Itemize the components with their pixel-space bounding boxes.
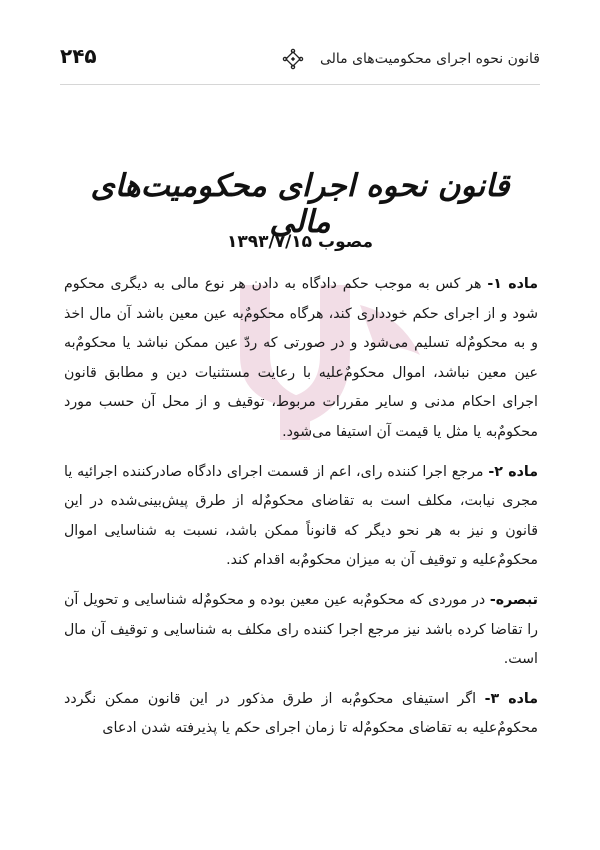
- header-divider: [60, 84, 540, 85]
- article-text: مرجع اجرا کننده رای، اعم از قسمت اجرای دادگاه صادرکننده اجرائیه یا مجری نیابت، مکلف است به تقاضای محکومٌ‌له از طرق پیش‌بینی‌شده در این قانون و نیز به هر نحو دیگر که قانوناً ممکن باشد، نسبت به شناسایی اموال محکومٌ‌علیه و توقیف آن به میزان محکومٌ‌به اقدام کند.: [64, 463, 538, 569]
- article-text: هر کس به موجب حکم دادگاه به دادن هر نوع مالی به دیگری محکوم شود و از اجرای حکم خودداری کند، هرگاه محکومٌ‌به عین معین باشد آن مال اخذ و به محکومٌ‌له تسلیم می‌شود و در صورتی که ردّ عین ممکن نباشد یا محکومٌ‌به عین معین نباشد، اموال محکومٌ‌علیه با رعایت مستثنیات دین و مطابق قانون اجرای احکام مدنی و سایر مقررات مربوط، توقیف و از محل آن حسب مورد محکومٌ‌به یا مثل یا قیمت آن استیفا می‌شود.: [64, 276, 538, 440]
- note-text: در موردی که محکومٌ‌به عین معین بوده و محکومٌ‌له شناسایی و تحویل آن را تقاضا کرده باشد نیز مرجع اجرا کننده رای مکلف به شناسایی و توقیف آن مال است.: [64, 591, 538, 668]
- running-header: [60, 42, 540, 76]
- article-label: ماده ۱-: [487, 276, 538, 292]
- document-body: [64, 270, 538, 754]
- article-paragraph: [64, 270, 538, 448]
- article-paragraph: [64, 458, 538, 576]
- document-subtitle: مصوب ۱۳۹۳/۷/۱۵: [227, 232, 373, 252]
- note-paragraph: [64, 586, 538, 675]
- article-label: ماده ۳-: [484, 690, 538, 707]
- article-label: ماده ۲-: [488, 463, 538, 480]
- diamond-ornament-icon: [282, 48, 304, 70]
- note-label: تبصره-: [489, 591, 539, 608]
- article-paragraph: [64, 685, 538, 744]
- running-header-title: قانون نحوه اجرای محکومیت‌های مالی: [319, 51, 540, 67]
- page-number: ۲۴۵: [60, 44, 97, 68]
- article-text: اگر استیفای محکومٌ‌به از طرق مذکور در این قانون ممکن نگردد محکومٌ‌علیه به تقاضای محکومٌ‌له تا زمان اجرای حکم یا پذیرفته شدن ادعای: [64, 690, 538, 737]
- document-title: قانون نحوه اجرای محکومیت‌های مالی: [90, 168, 510, 240]
